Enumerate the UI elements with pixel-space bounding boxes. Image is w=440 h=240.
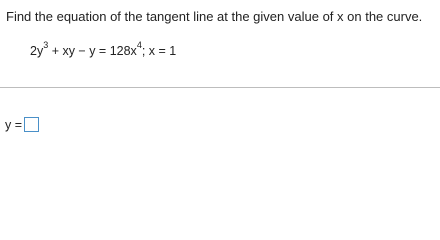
equation-exponent-4: 4 (136, 40, 142, 50)
curve-equation (30, 40, 177, 58)
equation-condition: ; x = 1 (141, 44, 177, 58)
question-prompt: Find the equation of the tangent line at the given value of x on the curve. (6, 9, 423, 24)
equation-middle: + xy − y = 128x (48, 44, 137, 58)
section-divider (0, 87, 440, 88)
equation-term-2y: 2y (30, 44, 44, 58)
equation-exponent-3: 3 (43, 40, 49, 50)
answer-label: y = (5, 117, 23, 132)
answer-row (5, 117, 39, 132)
answer-input[interactable] (24, 117, 39, 132)
